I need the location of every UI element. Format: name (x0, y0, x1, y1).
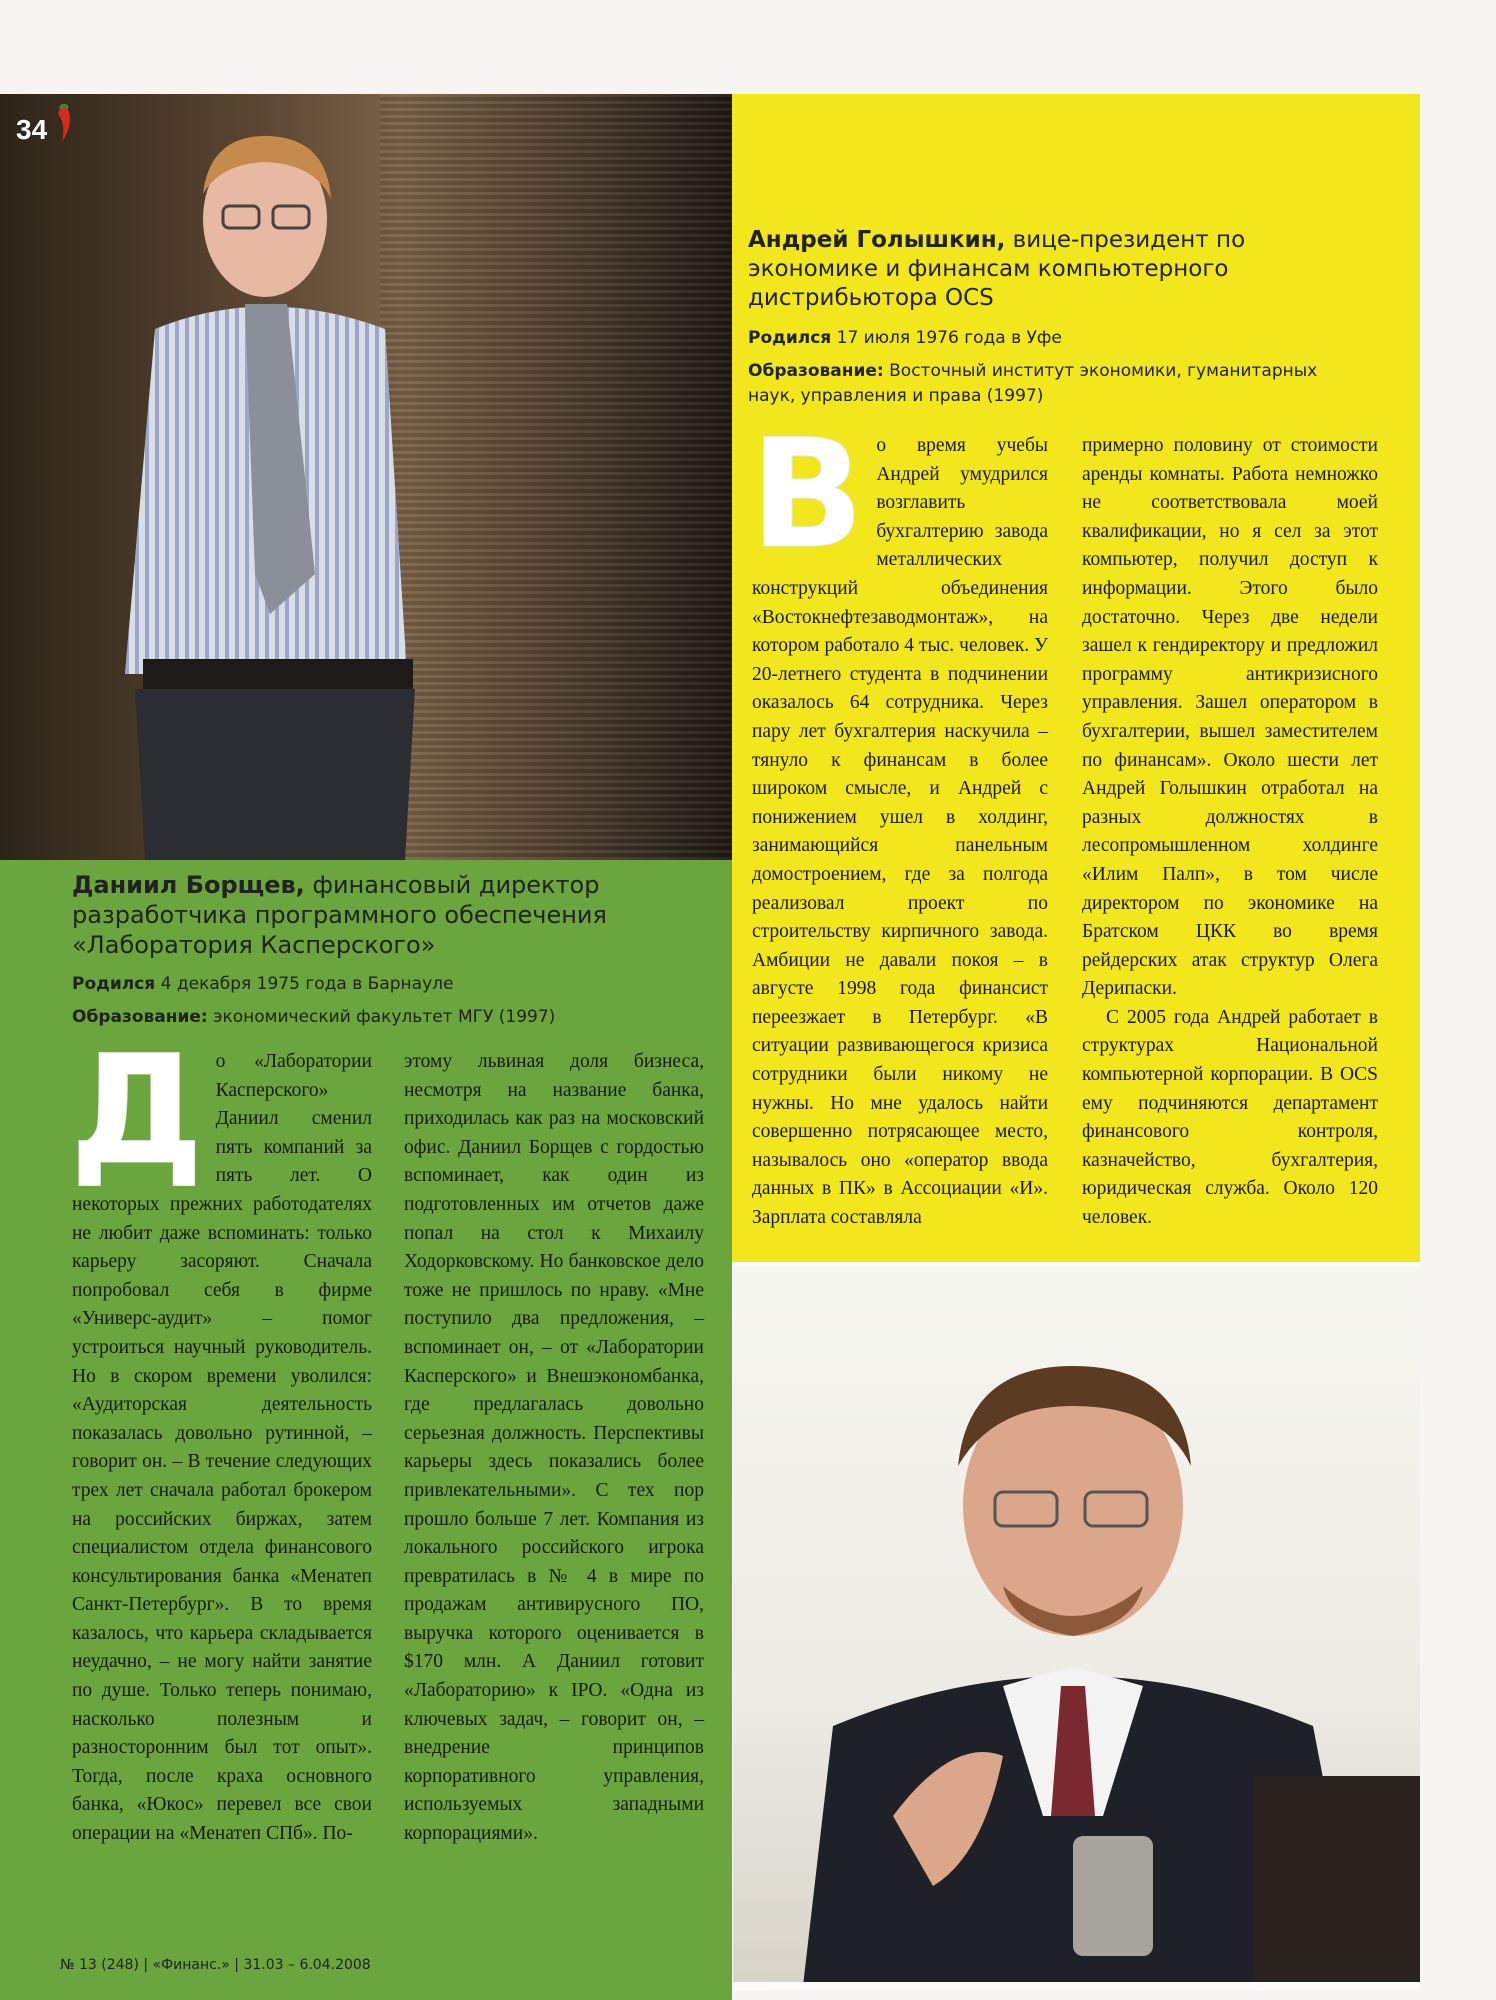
article-andrey-col2 (1082, 432, 1378, 1233)
article-daniil-col1 (70, 1024, 372, 1849)
edu-value: экономический факультет МГУ (1997) (213, 1007, 556, 1027)
born-label: Родился (748, 328, 832, 348)
meta-andrey (748, 326, 1368, 409)
article-text: о «Лаборатории Касперского» Даниил сменил пять компаний за пять лет. О некоторых прежних работодателях не любит даже вспоминать: только карьеру засоряют. Сначала попробовал себя в фирме «Универс-аудит» – помог устроиться научный руководитель. Но в скором времени уволился: «Аудиторская деятельность показалась довольно рутинной, – говорит он. – В течение следующих трех лет сначала работал брокером на российских биржах, затем специалистом отдела финансового консультирования банка «Менатеп Санкт-Петербург». В то время казалось, что карьера складывается неудачно, – не могу найти занятие по душе. Только теперь понимаю, насколько полезным и разносторонним был тот опыт». Тогда, после краха основного банка, «Юкос» перевел все свои операции на «Менатеп СПб». По- (72, 1051, 372, 1845)
edu-label: Образование: (748, 361, 884, 381)
portrait-man-striped-shirt (95, 114, 425, 860)
born-label: Родился (72, 974, 156, 994)
photo-daniil-borshchev (0, 94, 732, 860)
photo-andrey-golyshkin (733, 1266, 1420, 1982)
article-daniil-col2 (404, 1048, 704, 1849)
portrait-man-suit (743, 1296, 1420, 1982)
article-andrey-col1 (750, 408, 1048, 1233)
person-role: вице-президент по экономике и финансам компьютерного дистрибьютора OCS (748, 227, 1246, 311)
page-margin (1420, 94, 1496, 2000)
edu-value: Восточный институт экономики, гуманитарных наук, управления и права (1997) (748, 361, 1318, 406)
article-text: о время учебы Андрей умудрился возглавить бухгалтерию завода металлических конструкций объединения «Востокнефтезаводмонтаж», на котором работало 4 тыс. человек. У 20-летнего студента в подчинении оказалось 64 сотрудника. Через пару лет бухгалтерия наскучила – тянуло к финансам в более широком смысле, и Андрей с понижением ушел в холдинг, занимающийся панельным домостроением, где за полгода реализовал проект по строительству кирпичного завода. Амбиции не давали покоя – в августе 1998 года финансист переезжает в Петербург. «В ситуации развивающегося кризиса сотрудники были никому не нужны. Но мне удалось найти совершенно потрясающее место, называлось оно «оператор ввода данных в ПК» в Ассоциации «И». Зарплата составляла (752, 435, 1048, 1229)
page-footer: № 13 (248) | «Финанс.» | 31.03 – 6.04.2008 (60, 1957, 371, 1973)
born-value: 4 декабря 1975 года в Барнауле (160, 974, 454, 994)
article-text: С 2005 года Андрей работает в структурах Национальной компьютерной корпорации. В OCS ему подчиняются департамент финансового контроля, казначейство, бухгалтерия, юридическая служба. Около 120 человек. (1082, 1006, 1378, 1229)
article-text: этому львиная доля бизнеса, несмотря на название банка, приходилась как раз на московский офис. Даниил Борщев с гордостью вспоминает, как один из подготовленных им отчетов даже попал на стол к Михаилу Ходорковскому. Но банковское дело тоже не пришлось по нраву. «Мне поступило два предложения, – вспоминает он, – от «Лаборатории Касперского» и Внешэкономбанка, где предлагалась довольно серьезная должность. Перспективы карьеры здесь показались более привлекательными». С тех пор прошло больше 7 лет. Компания из локального российского игрока превратилась в № 4 в мире по продажам антивирусного ПО, выручка которого оценивается в $170 млн. А Даниил готовит «Лабораторию» к IPO. «Одна из ключевых задач, – говорит он, – внедрение принципов корпоративного управления, используемых западными корпорациями». (404, 1051, 704, 1845)
meta-daniil (72, 972, 712, 1030)
dropcap: В (750, 408, 865, 582)
person-role: финансовый директор разработчика программного обеспечения «Лаборатория Касперского» (72, 871, 607, 959)
page-number: 34 (16, 114, 48, 145)
born-value: 17 июля 1976 года в Уфе (836, 328, 1062, 348)
person-name: Даниил Борщев, (72, 871, 305, 899)
person-name: Андрей Голышкин, (748, 227, 1006, 253)
heading-daniil (72, 870, 702, 960)
dropcap: Д (70, 1024, 204, 1198)
edu-label: Образование: (72, 1007, 208, 1027)
article-text: примерно половину от стоимости аренды комнаты. Работа немножко не соответствовала моей квалификации, но я сел за этот компьютер, получил доступ к информации. Этого было достаточно. Через две недели зашел к гендиректору и предложил программу антикризисного управления. Зашел оператором в бухгалтерии, вышел заместителем по финансам». Около шести лет Андрей Голышкин отработал на разных должностях в лесопромышленном холдинге «Илим Палп», в том числе директором по экономике на Братском ЦКК во время рейдерских атак структур Олега Дерипаски. (1082, 435, 1378, 1000)
window-blinds (380, 94, 732, 860)
chili-pepper-icon (54, 104, 76, 144)
heading-andrey (748, 226, 1348, 313)
